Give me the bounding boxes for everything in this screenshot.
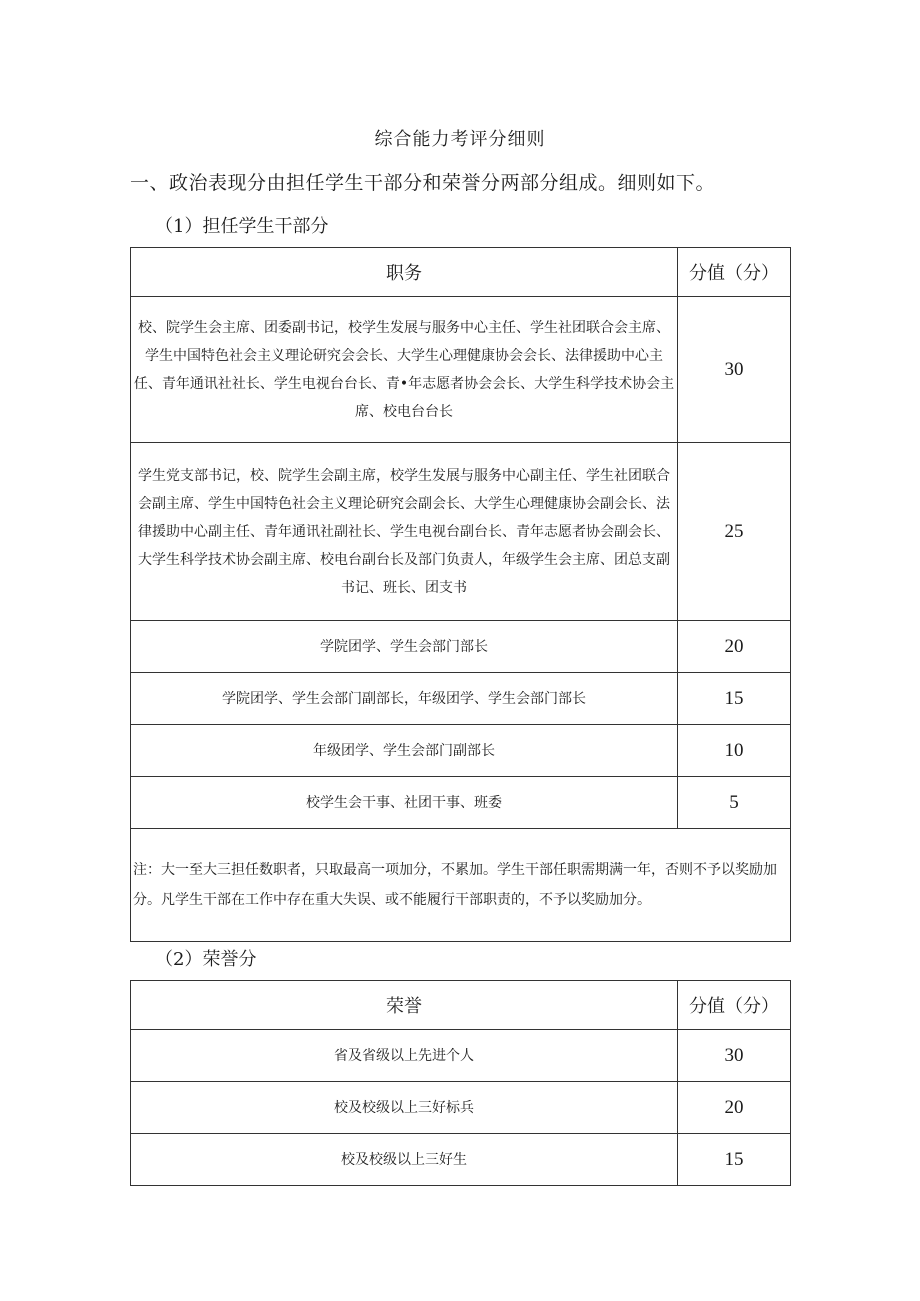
header-duty: 职务 (131, 248, 678, 297)
duty-cell: 校学生会干事、社团干事、班委 (131, 777, 678, 829)
duty-cell: 年级团学、学生会部门副部长 (131, 725, 678, 777)
table-row (131, 297, 791, 443)
honor-score-table (130, 980, 791, 1186)
duty-cell: 学院团学、学生会部门副部长，年级团学、学生会部门部长 (131, 673, 678, 725)
table-row (131, 1082, 791, 1134)
score-cell: 20 (678, 621, 791, 673)
duty-cell: 学生党支部书记，校、院学生会副主席，校学生发展与服务中心副主任、学生社团联合会副主席、学生中国特色社会主义理论研究会副会长、大学生心理健康协会副会长、法律援助中心副主任、青年通讯社副社长、学生电视台副台长、青年志愿者协会副会长、大学生科学技术协会副主席、校电台副台长及部门负责人，年级学生会主席、团总支副书记、班长、团支书 (131, 443, 678, 621)
note-row (131, 829, 791, 942)
header-score: 分值（分） (678, 248, 791, 297)
score-cell: 30 (678, 297, 791, 443)
score-cell: 25 (678, 443, 791, 621)
honor-cell: 校及校级以上三好生 (131, 1134, 678, 1186)
score-cell: 10 (678, 725, 791, 777)
table-row (131, 443, 791, 621)
section-heading: 一、政治表现分由担任学生干部分和荣誉分两部分组成。细则如下。 (130, 172, 716, 194)
note-text: 注：大一至大三担任数职者，只取最高一项加分，不累加。学生干部任职需期满一年，否则不予以奖励加分。凡学生干部在工作中存在重大失误、或不能履行干部职责的，不予以奖励加分。 (131, 829, 791, 942)
honor-score-heading: （2）荣誉分 (155, 949, 257, 970)
honor-cell: 校及校级以上三好标兵 (131, 1082, 678, 1134)
table-row (131, 777, 791, 829)
score-cell: 15 (678, 673, 791, 725)
table-row (131, 1134, 791, 1186)
duty-cell: 学院团学、学生会部门部长 (131, 621, 678, 673)
header-honor: 荣誉 (131, 981, 678, 1030)
cadre-score-heading: （1）担任学生干部分 (155, 216, 329, 237)
honor-cell: 省及省级以上先进个人 (131, 1030, 678, 1082)
table-header-row (131, 248, 791, 297)
table-row (131, 621, 791, 673)
header-score: 分值（分） (678, 981, 791, 1030)
score-cell: 20 (678, 1082, 791, 1134)
duty-cell: 校、院学生会主席、团委副书记，校学生发展与服务中心主任、学生社团联合会主席、学生中国特色社会主义理论研究会会长、大学生心理健康协会会长、法律援助中心主任、青年通讯社社长、学生电视台台长、青•年志愿者协会会长、大学生科学技术协会主席、校电台台长 (131, 297, 678, 443)
score-cell: 30 (678, 1030, 791, 1082)
cadre-score-table (130, 247, 791, 942)
score-cell: 15 (678, 1134, 791, 1186)
document-title: 综合能力考评分细则 (374, 129, 546, 150)
table-row (131, 725, 791, 777)
table-header-row (131, 981, 791, 1030)
score-cell: 5 (678, 777, 791, 829)
table-row (131, 673, 791, 725)
table-row (131, 1030, 791, 1082)
